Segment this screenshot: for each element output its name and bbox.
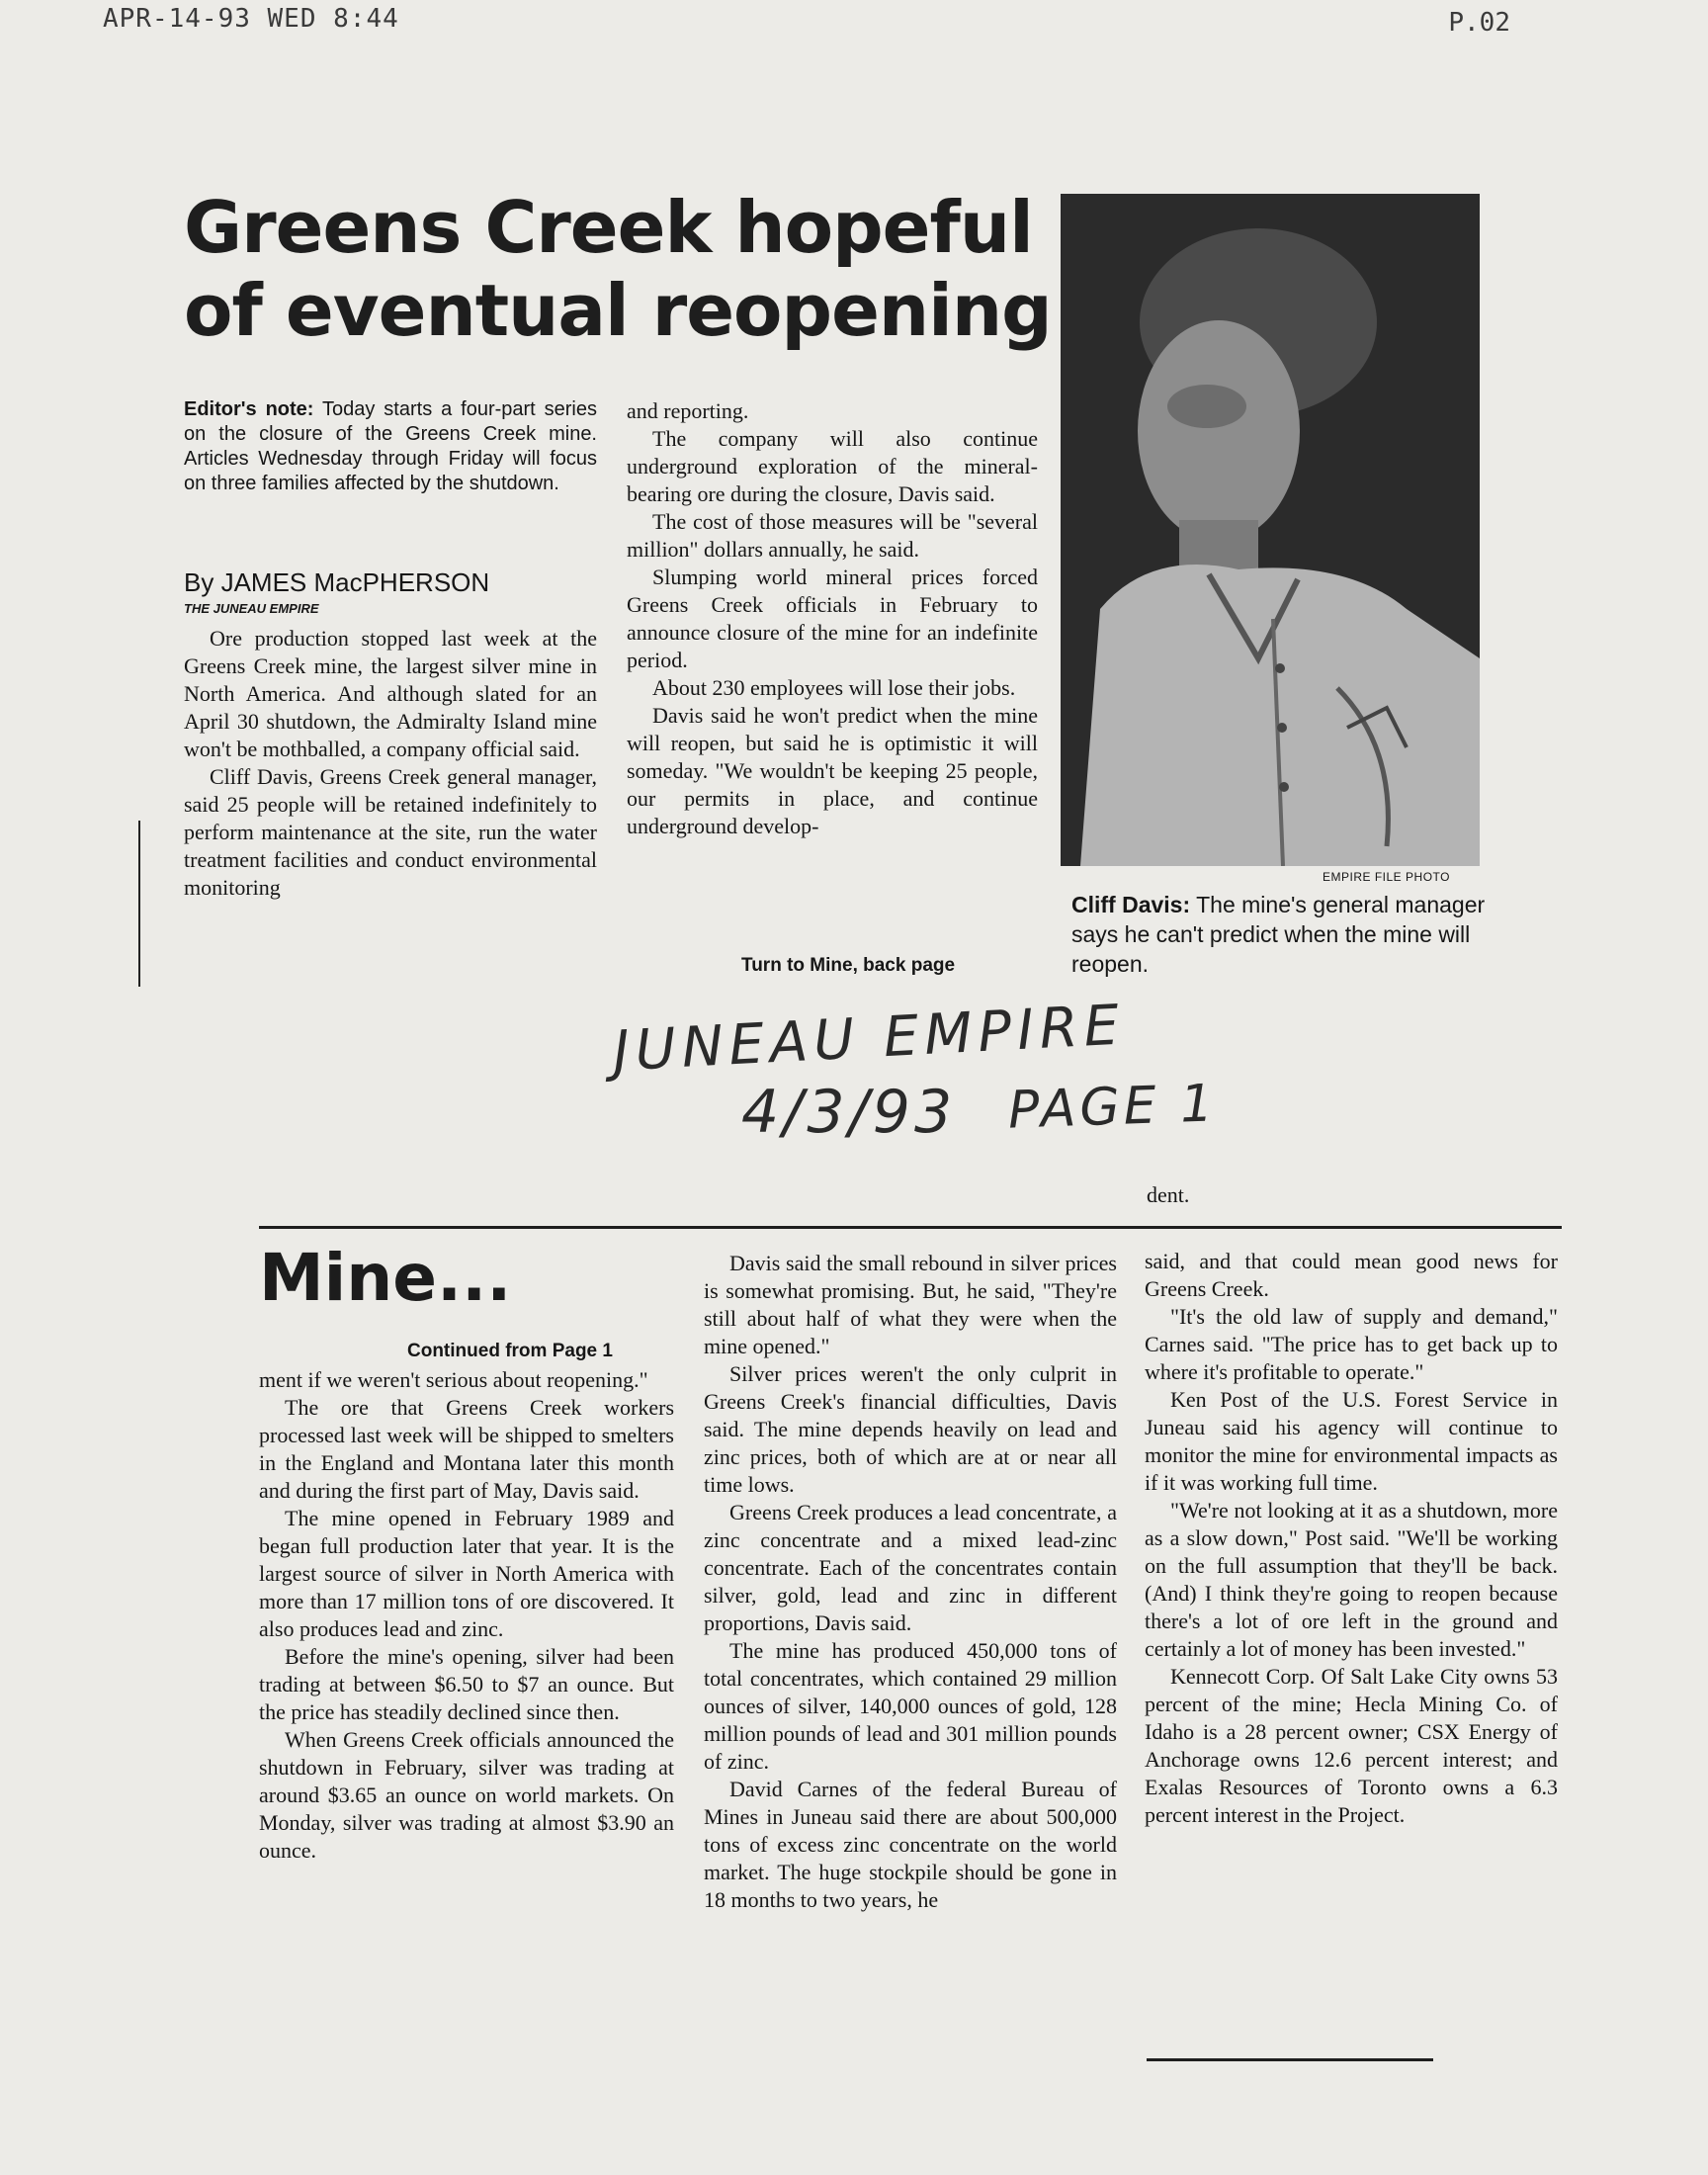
paragraph: ment if we weren't serious about reopening." bbox=[259, 1367, 648, 1392]
handwritten-source: JUNEAU EMPIRE bbox=[611, 993, 1127, 1085]
article-column-2 bbox=[627, 397, 1038, 840]
paragraph: and reporting. bbox=[627, 398, 749, 423]
portrait-photo bbox=[1061, 194, 1480, 866]
paragraph: "We're not looking at it as a shutdown, more as a slow down," Post said. "We'll be working on the full assumption that they'll be back. (And) I think they're going to reopen because there's a lot of ore left in the ground and certainly a lot of money has been invested." bbox=[1145, 1498, 1558, 1661]
paragraph: When Greens Creek officials announced the shutdown in February, silver was trading at around $3.65 an ounce on world markets. On Monday, silver was trading at almost $3.90 an ounce. bbox=[259, 1727, 674, 1863]
paragraph: The company will also continue underground exploration of the mineral-bearing ore during the closure, Davis said. bbox=[627, 426, 1038, 506]
paragraph: About 230 employees will lose their jobs. bbox=[652, 675, 1016, 700]
paragraph: Before the mine's opening, silver had been trading at between $6.50 to $7 an ounce. But the price has steadily declined since then. bbox=[259, 1644, 674, 1724]
paragraph: Davis said the small rebound in silver prices is somewhat promising. But, he said, "They're still about half of what they were when the mine opened." bbox=[704, 1251, 1117, 1358]
paragraph: Ore production stopped last week at the Greens Creek mine, the largest silver mine in North America. And although slated for an April 30 shutdown, the Admiralty Island mine won't be mothballed, a company official said. bbox=[184, 626, 597, 761]
paragraph: said, and that could mean good news for Greens Creek. bbox=[1145, 1249, 1558, 1301]
editors-note-text: Today starts a four-part series on the closure of the Greens Creek mine. Articles Wednesday through Friday will focus on three families affected by the shutdown. bbox=[184, 398, 597, 494]
photo-credit: EMPIRE FILE PHOTO bbox=[1323, 870, 1450, 884]
paragraph: Cliff Davis, Greens Creek general manager, said 25 people will be retained indefinitely to perform maintenance at the site, run the water treatment facilities and conduct environmental monitoring bbox=[184, 764, 597, 900]
paragraph: Silver prices weren't the only culprit in Greens Creek's financial difficulties, Davis said. The mine depends heavily on lead and zinc prices, both of which are at or near all time lows. bbox=[704, 1361, 1117, 1497]
continuation-column-3 bbox=[1145, 1248, 1558, 1829]
fax-page-number: P.02 bbox=[1448, 8, 1510, 38]
continuation-column-2 bbox=[704, 1250, 1117, 1914]
caption-text: The mine's general manager says he can't predict when the mine will reopen. bbox=[1071, 892, 1486, 977]
handwritten-date: 4/3/93 bbox=[741, 1078, 957, 1147]
end-rule bbox=[1147, 2058, 1433, 2061]
portrait-illustration bbox=[1061, 194, 1480, 866]
fax-header: APR-14-93 WED 8:44 bbox=[103, 4, 399, 34]
paragraph: Ken Post of the U.S. Forest Service in Juneau said his agency will continue to monitor the mine for environmental impacts as if it was working full time. bbox=[1145, 1387, 1558, 1495]
paragraph: The cost of those measures will be "several million" dollars annually, he said. bbox=[627, 509, 1038, 562]
paragraph: The ore that Greens Creek workers processed last week will be shipped to smelters in the England and Montana later this month and during the first part of May, Davis said. bbox=[259, 1395, 674, 1503]
byline: By JAMES MacPHERSON bbox=[184, 567, 490, 597]
handwritten-page: PAGE 1 bbox=[1007, 1074, 1219, 1141]
paragraph: "It's the old law of supply and demand," Carnes said. "The price has to get back up to where it's profitable to operate." bbox=[1145, 1304, 1558, 1384]
byline-organization: THE JUNEAU EMPIRE bbox=[184, 601, 319, 616]
continued-from-label: Continued from Page 1 bbox=[407, 1341, 613, 1361]
paragraph: Greens Creek produces a lead concentrate, a zinc concentrate and a mixed lead-zinc concentrate. Each of the concentrates contain silver, gold, lead and zinc in different proportions, Davis said. bbox=[704, 1500, 1117, 1635]
paragraph: The mine opened in February 1989 and began full production later that year. It is the largest source of silver in North America with more than 17 million tons of ore discovered. It also produces lead and zinc. bbox=[259, 1506, 674, 1641]
paragraph: Slumping world mineral prices forced Greens Creek officials in February to announce closure of the mine for an indefinite period. bbox=[627, 565, 1038, 672]
editors-note-label: Editor's note: bbox=[184, 398, 314, 420]
section-rule bbox=[259, 1226, 1562, 1229]
margin-rule bbox=[138, 821, 140, 987]
article-headline: Greens Creek hopeful of eventual reopening bbox=[184, 186, 1052, 352]
continuation-fragment: dent. bbox=[1147, 1182, 1190, 1207]
continuation-headline: Mine... bbox=[259, 1240, 512, 1316]
continuation-column-1 bbox=[259, 1366, 674, 1865]
paragraph: Kennecott Corp. Of Salt Lake City owns 53 percent of the mine; Hecla Mining Co. of Idaho is a 28 percent owner; CSX Energy of Anchorage owns 12.6 percent interest; and Exalas Resources of Toronto owns a 6.3 percent interest in the Project. bbox=[1145, 1664, 1558, 1827]
paragraph: The mine has produced 450,000 tons of total concentrates, which contained 29 million ounces of silver, 140,000 ounces of gold, 128 million pounds of lead and 301 million pounds of zinc. bbox=[704, 1638, 1117, 1774]
turn-to-page-link: Turn to Mine, back page bbox=[741, 955, 956, 976]
caption-label: Cliff Davis: bbox=[1071, 892, 1191, 917]
paragraph: Davis said he won't predict when the mine will reopen, but said he is optimistic it will someday. "We wouldn't be keeping 25 people, our permits in place, and continue underground develop- bbox=[627, 703, 1038, 838]
photo-caption bbox=[1071, 890, 1487, 979]
editors-note bbox=[184, 397, 597, 496]
article-column-1 bbox=[184, 625, 597, 902]
paragraph: David Carnes of the federal Bureau of Mines in Juneau said there are about 500,000 tons of excess zinc concentrate on the world market. The huge stockpile should be gone in 18 months to two years, he bbox=[704, 1777, 1117, 1912]
